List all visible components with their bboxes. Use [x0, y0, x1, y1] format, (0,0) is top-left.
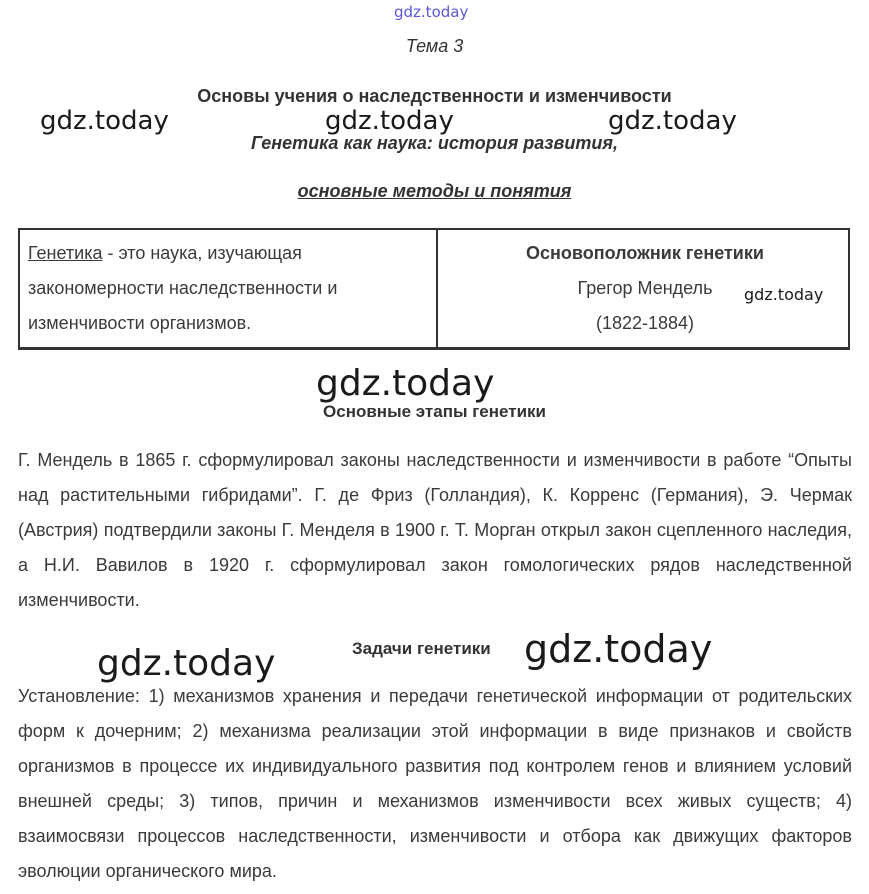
watermark: gdz.today [524, 627, 713, 671]
definition-text: - это наука, изучающая закономерности наследственности и изменчивости организмов. [28, 243, 338, 333]
page-title: Основы учения о наследственности и изменчивости [197, 86, 672, 106]
tasks-heading: Задачи генетики [352, 639, 491, 658]
stages-heading: Основные этапы генетики [323, 402, 546, 421]
watermark: gdz.today [325, 106, 454, 136]
founder-years: (1822-1884) [595, 313, 695, 333]
tasks-text: Установление: 1) механизмов хранения и передачи генетической информации от родительских форм к дочерним; 2) механизма реализации этой информации в виде признаков и свойств организмов в процессе их индивидуального развития под контролем генов и влиянием условий внешней среды; 3) типов, причин и механизмов изменчивости всех живых существ; 4) взаимосвязи процессов наследственности, изменчивости и отбора как движущих факторов эволюции органического мира. [18, 686, 852, 881]
watermark: gdz.today [40, 106, 169, 136]
term-genetics: Генетика [28, 243, 103, 263]
subtitle-line2: основные методы и понятия [297, 181, 572, 201]
founder-name: Грегор Мендель [577, 278, 713, 298]
table-divider [436, 230, 438, 347]
subtitle-line1: Генетика как наука: история развития, [251, 133, 618, 153]
founder-cell [440, 236, 850, 341]
watermark-top: gdz.today [394, 3, 469, 21]
watermark: gdz.today [97, 643, 276, 684]
watermark: gdz.today [608, 106, 737, 136]
founder-heading: Основоположник генетики [526, 243, 764, 263]
stages-text: Г. Мендель в 1865 г. сформулировал законы наследственности и изменчивости в работе “Опыты над растительными гибридами”. Г. де Фриз (Голландия), К. Корренс (Германия), Э. Чермак (Австрия) подтвердили законы Г. Менделя в 1900 г. Т. Морган открыл закон сцепленного наследия, а Н.И. Вавилов в 1920 г. сформулировал закон гомологических рядов наследственной изменчивости. [18, 450, 852, 610]
definition-table [18, 228, 850, 350]
watermark: gdz.today [744, 285, 824, 304]
watermark: gdz.today [316, 363, 495, 404]
definition-cell [28, 236, 428, 341]
topic-label: Тема 3 [405, 36, 464, 56]
